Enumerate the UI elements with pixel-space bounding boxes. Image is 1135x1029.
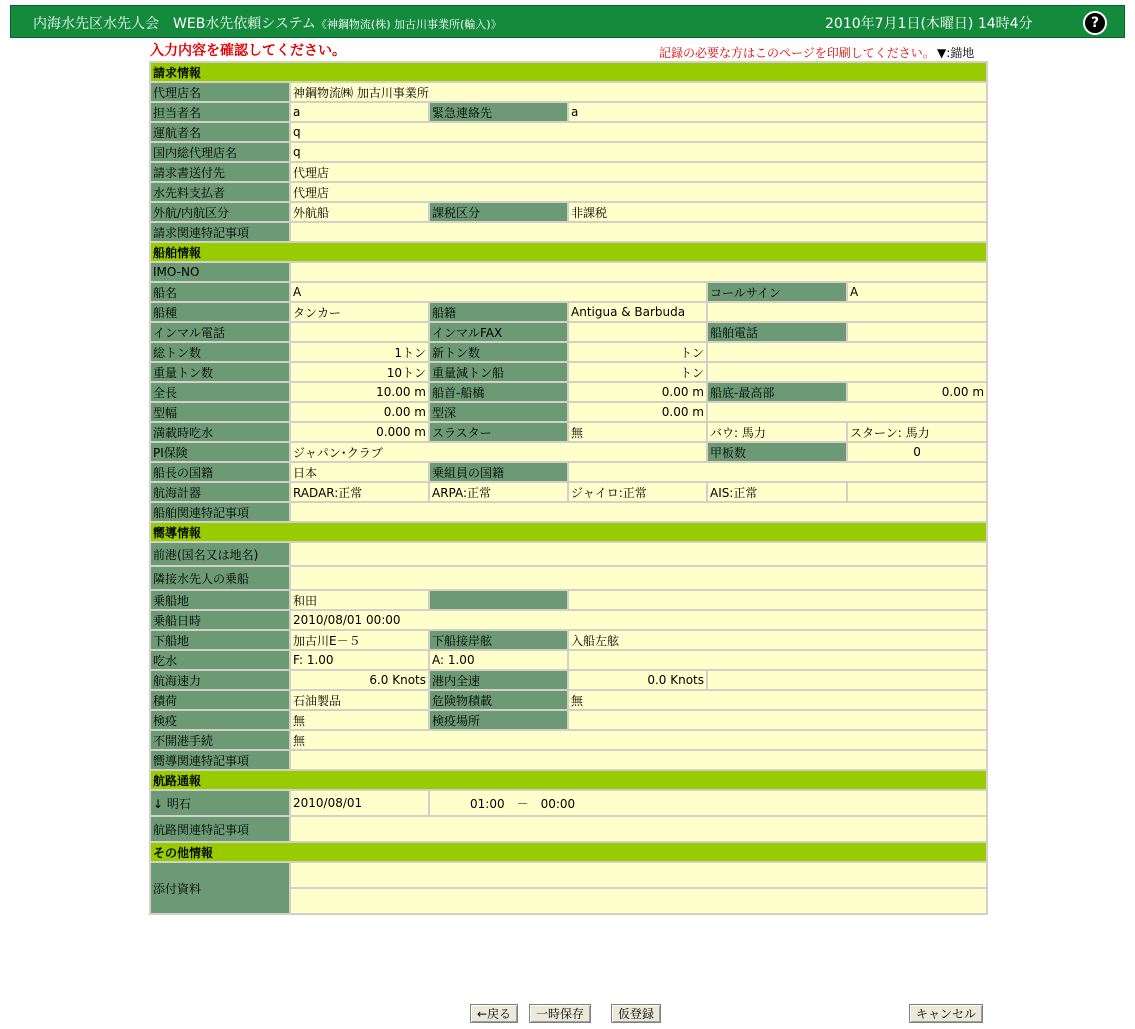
- anchorage-legend: ▼:錨地: [937, 46, 975, 60]
- flag-value: Antigua & Barbuda: [568, 302, 707, 322]
- captain-nationality-value: 日本: [290, 462, 429, 482]
- emergency-value: a: [568, 102, 987, 122]
- loa-label: 全長: [150, 382, 290, 402]
- keel-top-label: 船底-最高部: [707, 382, 847, 402]
- adjacent-pilot-label: 隣接水先人の乗船: [150, 566, 290, 590]
- cargo-value: 石油製品: [290, 690, 429, 710]
- quarantine-place-label: 検疫場所: [429, 710, 568, 730]
- back-button[interactable]: ←戻る: [470, 1004, 518, 1023]
- app-title: 内海水先区水先人会 WEB水先依頼システム《神鋼物流(株) 加古川事業所(輸入)》: [33, 16, 502, 32]
- inmarsat-fax-value: [568, 322, 707, 342]
- route-time-value: 01:00 － 00:00: [429, 790, 987, 816]
- tax-value: 非課税: [568, 202, 987, 222]
- confirm-message: 入力内容を確認してください。: [150, 43, 346, 59]
- breadth-label: 型幅: [150, 402, 290, 422]
- invoice-to-label: 請求書送付先: [150, 162, 290, 182]
- keel-top-value: 0.00 m: [847, 382, 987, 402]
- alight-place-value: 加古川E－５: [290, 630, 429, 650]
- ship-name-label: 船名: [150, 282, 290, 302]
- deck-value: 0: [847, 442, 987, 462]
- draft-fore-value: F: 1.00: [290, 650, 429, 670]
- attachment-label: 添付資料: [150, 862, 290, 914]
- empty-cell: [847, 482, 987, 502]
- crew-nationality-value: [568, 462, 987, 482]
- dangerous-goods-label: 危険物積載: [429, 690, 568, 710]
- draft-label: 吃水: [150, 650, 290, 670]
- depth-label: 型深: [429, 402, 568, 422]
- agent-value: 神鋼物流㈱ 加古川事業所: [290, 82, 987, 102]
- gross-ton-value: 1トン: [290, 342, 429, 362]
- domestic-agent-value: q: [290, 142, 987, 162]
- callsign-value: A: [847, 282, 987, 302]
- imo-value: [290, 262, 987, 282]
- cargo-label: 積荷: [150, 690, 290, 710]
- domestic-agent-label: 国内総代理店名: [150, 142, 290, 162]
- quarantine-place-value: [568, 710, 987, 730]
- reduced-ton-label: 重量減トン船: [429, 362, 568, 382]
- person-value: a: [290, 102, 429, 122]
- empty-cell: [707, 302, 987, 322]
- gyro-status: ジャイロ:正常: [568, 482, 707, 502]
- prev-port-label: 前港(国名又は地名): [150, 542, 290, 566]
- person-label: 担当者名: [150, 102, 290, 122]
- pi-value: ジャパン･クラブ: [290, 442, 707, 462]
- new-ton-label: 新トン数: [429, 342, 568, 362]
- cancel-button[interactable]: キャンセル: [909, 1004, 983, 1023]
- ship-notes-value: [290, 502, 987, 522]
- ship-type-value: タンカー: [290, 302, 429, 322]
- berth-side-label: 下船接岸舷: [429, 630, 568, 650]
- section-route: 航路通報: [150, 770, 987, 790]
- inmarsat-fax-label: インマルFAX: [429, 322, 568, 342]
- dwt-value: 10トン: [290, 362, 429, 382]
- billing-notes-value: [290, 222, 987, 242]
- operator-label: 運航者名: [150, 122, 290, 142]
- temp-save-button[interactable]: 一時保存: [529, 1004, 591, 1023]
- attachment-2-value: [290, 888, 987, 914]
- pilotage-notes-label: 嚮導関連特記事項: [150, 750, 290, 770]
- empty-cell: [707, 342, 987, 362]
- thruster-value: 無: [568, 422, 707, 442]
- payer-label: 水先料支払者: [150, 182, 290, 202]
- new-ton-value: トン: [568, 342, 707, 362]
- tax-label: 課税区分: [429, 202, 568, 222]
- help-icon[interactable]: ?: [1083, 11, 1107, 35]
- ais-status: AIS:正常: [707, 482, 847, 502]
- billing-notes-label: 請求関連特記事項: [150, 222, 290, 242]
- captain-nationality-label: 船長の国籍: [150, 462, 290, 482]
- payer-value: 代理店: [290, 182, 987, 202]
- bow-bridge-value: 0.00 m: [568, 382, 707, 402]
- instruments-label: 航海計器: [150, 482, 290, 502]
- section-ship: 船舶情報: [150, 242, 987, 262]
- operator-value: q: [290, 122, 987, 142]
- provisional-register-button[interactable]: 仮登録: [611, 1004, 661, 1023]
- board-time-label: 乗船日時: [150, 610, 290, 630]
- board-time-value: 2010/08/01 00:00: [290, 610, 987, 630]
- ship-name-value: A: [290, 282, 707, 302]
- quarantine-label: 検疫: [150, 710, 290, 730]
- current-datetime: 2010年7月1日(木曜日) 14時4分: [825, 16, 1033, 32]
- section-billing: 請求情報: [150, 62, 987, 82]
- dangerous-goods-value: 無: [568, 690, 987, 710]
- reduced-ton-value: トン: [568, 362, 707, 382]
- route-point-label: ↓ 明石: [150, 790, 290, 816]
- thruster-label: スラスター: [429, 422, 568, 442]
- closed-port-value: 無: [290, 730, 987, 750]
- full-draft-label: 満載時吃水: [150, 422, 290, 442]
- harbor-speed-value: 0.0 Knots: [568, 670, 707, 690]
- empty-cell: [568, 650, 987, 670]
- board-place-label: 乗船地: [150, 590, 290, 610]
- route-type-value: 外航船: [290, 202, 429, 222]
- empty-cell: [707, 362, 987, 382]
- radar-status: RADAR:正常: [290, 482, 429, 502]
- ship-notes-label: 船舶関連特記事項: [150, 502, 290, 522]
- print-note: 記録の必要な方はこのページを印刷してください。: [659, 46, 935, 60]
- ship-tel-value: [847, 322, 987, 342]
- confirmation-table: [149, 61, 988, 915]
- stern-thruster-value: スターン: 馬力: [847, 422, 987, 442]
- closed-port-label: 不開港手続: [150, 730, 290, 750]
- alight-place-label: 下船地: [150, 630, 290, 650]
- anchorage-cell: [429, 590, 568, 610]
- speed-label: 航海速力: [150, 670, 290, 690]
- route-notes-label: 航路関連特記事項: [150, 816, 290, 842]
- top-bar: [10, 5, 1125, 38]
- berth-side-value: 入船左舷: [568, 630, 987, 650]
- route-date-value: 2010/08/01: [290, 790, 429, 816]
- flag-label: 船籍: [429, 302, 568, 322]
- ship-type-label: 船種: [150, 302, 290, 322]
- section-other: その他情報: [150, 842, 987, 862]
- empty-cell: [568, 590, 987, 610]
- imo-label: IMO-NO: [150, 262, 290, 282]
- breadth-value: 0.00 m: [290, 402, 429, 422]
- section-pilotage: 嚮導情報: [150, 522, 987, 542]
- inmarsat-tel-label: インマル電話: [150, 322, 290, 342]
- board-place-value: 和田: [290, 590, 429, 610]
- draft-aft-value: A: 1.00: [429, 650, 568, 670]
- pilotage-notes-value: [290, 750, 987, 770]
- full-draft-value: 0.000 m: [290, 422, 429, 442]
- callsign-label: コールサイン: [707, 282, 847, 302]
- bow-thruster-value: バウ: 馬力: [707, 422, 847, 442]
- route-type-label: 外航/内航区分: [150, 202, 290, 222]
- adjacent-pilot-value: [290, 566, 987, 590]
- route-notes-value: [290, 816, 987, 842]
- depth-value: 0.00 m: [568, 402, 707, 422]
- dwt-label: 重量トン数: [150, 362, 290, 382]
- prev-port-value: [290, 542, 987, 566]
- pi-label: PI保険: [150, 442, 290, 462]
- bow-bridge-label: 船首-船橋: [429, 382, 568, 402]
- inmarsat-tel-value: [290, 322, 429, 342]
- crew-nationality-label: 乗組員の国籍: [429, 462, 568, 482]
- arpa-status: ARPA:正常: [429, 482, 568, 502]
- empty-cell: [707, 670, 987, 690]
- quarantine-value: 無: [290, 710, 429, 730]
- gross-ton-label: 総トン数: [150, 342, 290, 362]
- attachment-1-value: [290, 862, 987, 888]
- invoice-to-value: 代理店: [290, 162, 987, 182]
- agent-label: 代理店名: [150, 82, 290, 102]
- company-subtitle: 《神鋼物流(株) 加古川事業所(輸入)》: [315, 18, 502, 31]
- emergency-label: 緊急連絡先: [429, 102, 568, 122]
- empty-cell: [707, 402, 987, 422]
- deck-label: 甲板数: [707, 442, 847, 462]
- speed-value: 6.0 Knots: [290, 670, 429, 690]
- harbor-speed-label: 港内全速: [429, 670, 568, 690]
- ship-tel-label: 船舶電話: [707, 322, 847, 342]
- loa-value: 10.00 m: [290, 382, 429, 402]
